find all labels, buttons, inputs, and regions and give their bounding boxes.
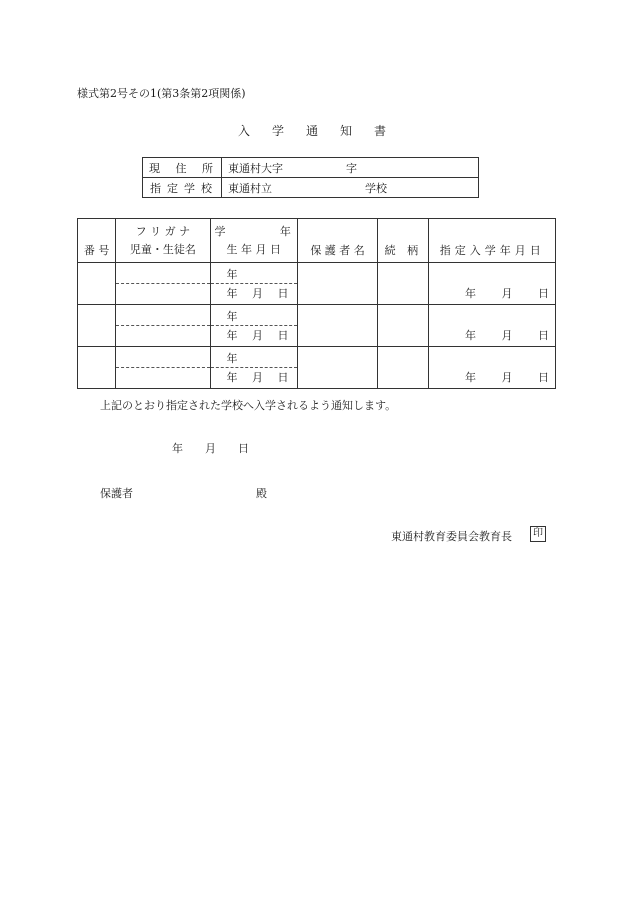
school-label: 指定学校 xyxy=(143,178,222,198)
student-table xyxy=(77,218,556,389)
school-value: 東通村立 xyxy=(228,181,272,195)
birth-date-label: 年 月 日 xyxy=(226,371,289,385)
current-address-field xyxy=(222,158,479,178)
current-address-value: 東通村大字 xyxy=(228,161,283,175)
admission-cell[interactable] xyxy=(429,347,556,389)
header-number: 番 号 xyxy=(78,219,116,263)
header-admission-date: 指定入学年月日 xyxy=(429,219,556,263)
current-address-label: 現 住 所 xyxy=(143,158,222,178)
birth-date-label: 年 月 日 xyxy=(226,287,289,301)
name-cell[interactable] xyxy=(116,263,210,305)
form-number: 様式第2号その1(第3条第2項関係) xyxy=(77,87,246,100)
birth-date-field[interactable] xyxy=(211,284,297,303)
grade-field[interactable] xyxy=(211,307,297,327)
relation-cell[interactable] xyxy=(378,263,429,305)
school-suffix: 学校 xyxy=(365,181,387,195)
student-name-field[interactable] xyxy=(116,326,209,345)
table-header-row xyxy=(78,219,556,263)
admission-cell[interactable] xyxy=(429,305,556,347)
birth-date-label: 年 月 日 xyxy=(226,329,289,343)
guardian-honorific: 殿 xyxy=(256,487,267,500)
guardian-cell[interactable] xyxy=(297,263,377,305)
furigana-field[interactable] xyxy=(116,265,209,285)
table-row xyxy=(78,305,556,347)
furigana-field[interactable] xyxy=(116,349,209,369)
admission-date-label: 年 月 日 xyxy=(465,287,549,300)
furigana-field[interactable] xyxy=(116,307,209,327)
table-row xyxy=(78,347,556,389)
issuer-title: 東通村教育委員会教育長 xyxy=(391,530,512,543)
grade-suffix: 年 xyxy=(226,351,238,365)
header-relation: 続 柄 xyxy=(378,219,429,263)
birth-cell[interactable] xyxy=(210,305,297,347)
name-cell[interactable] xyxy=(116,347,210,389)
name-cell[interactable] xyxy=(116,305,210,347)
birth-date-field[interactable] xyxy=(211,326,297,345)
address-table xyxy=(142,157,479,198)
number-cell[interactable] xyxy=(78,263,116,305)
seal-stamp: 印 xyxy=(530,526,546,542)
grade-field[interactable] xyxy=(211,349,297,369)
admission-cell[interactable] xyxy=(429,263,556,305)
notice-text: 上記のとおり指定された学校へ入学されるよう通知します。 xyxy=(100,399,397,412)
birth-cell[interactable] xyxy=(210,263,297,305)
header-birth xyxy=(210,219,297,263)
birth-cell[interactable] xyxy=(210,347,297,389)
number-cell[interactable] xyxy=(78,347,116,389)
admission-date-label: 年 月 日 xyxy=(465,329,549,342)
table-row xyxy=(78,263,556,305)
current-address-suffix: 字 xyxy=(346,161,357,175)
student-name-field[interactable] xyxy=(116,368,209,387)
header-name xyxy=(116,219,210,263)
guardian-cell[interactable] xyxy=(297,347,377,389)
issue-date: 年 月 日 xyxy=(172,442,249,455)
grade-suffix: 年 xyxy=(226,309,238,323)
grade-field[interactable] xyxy=(211,265,297,285)
document-title: 入学通知書 xyxy=(237,124,408,138)
grade-suffix: 年 xyxy=(226,267,238,281)
header-furigana: フ リ ガ ナ xyxy=(135,224,191,238)
guardian-cell[interactable] xyxy=(297,305,377,347)
number-cell[interactable] xyxy=(78,305,116,347)
header-student-name: 児童・生徒名 xyxy=(129,242,196,256)
header-birth-date: 生 年 月 日 xyxy=(226,242,281,256)
header-grade-suffix: 年 xyxy=(279,224,291,238)
admission-date-label: 年 月 日 xyxy=(465,371,549,384)
birth-date-field[interactable] xyxy=(211,368,297,387)
guardian-label: 保護者 xyxy=(100,487,133,500)
header-grade-prefix: 学 xyxy=(214,224,226,238)
school-field xyxy=(222,178,479,198)
relation-cell[interactable] xyxy=(378,347,429,389)
header-guardian: 保 護 者 名 xyxy=(297,219,377,263)
relation-cell[interactable] xyxy=(378,305,429,347)
student-name-field[interactable] xyxy=(116,284,209,303)
